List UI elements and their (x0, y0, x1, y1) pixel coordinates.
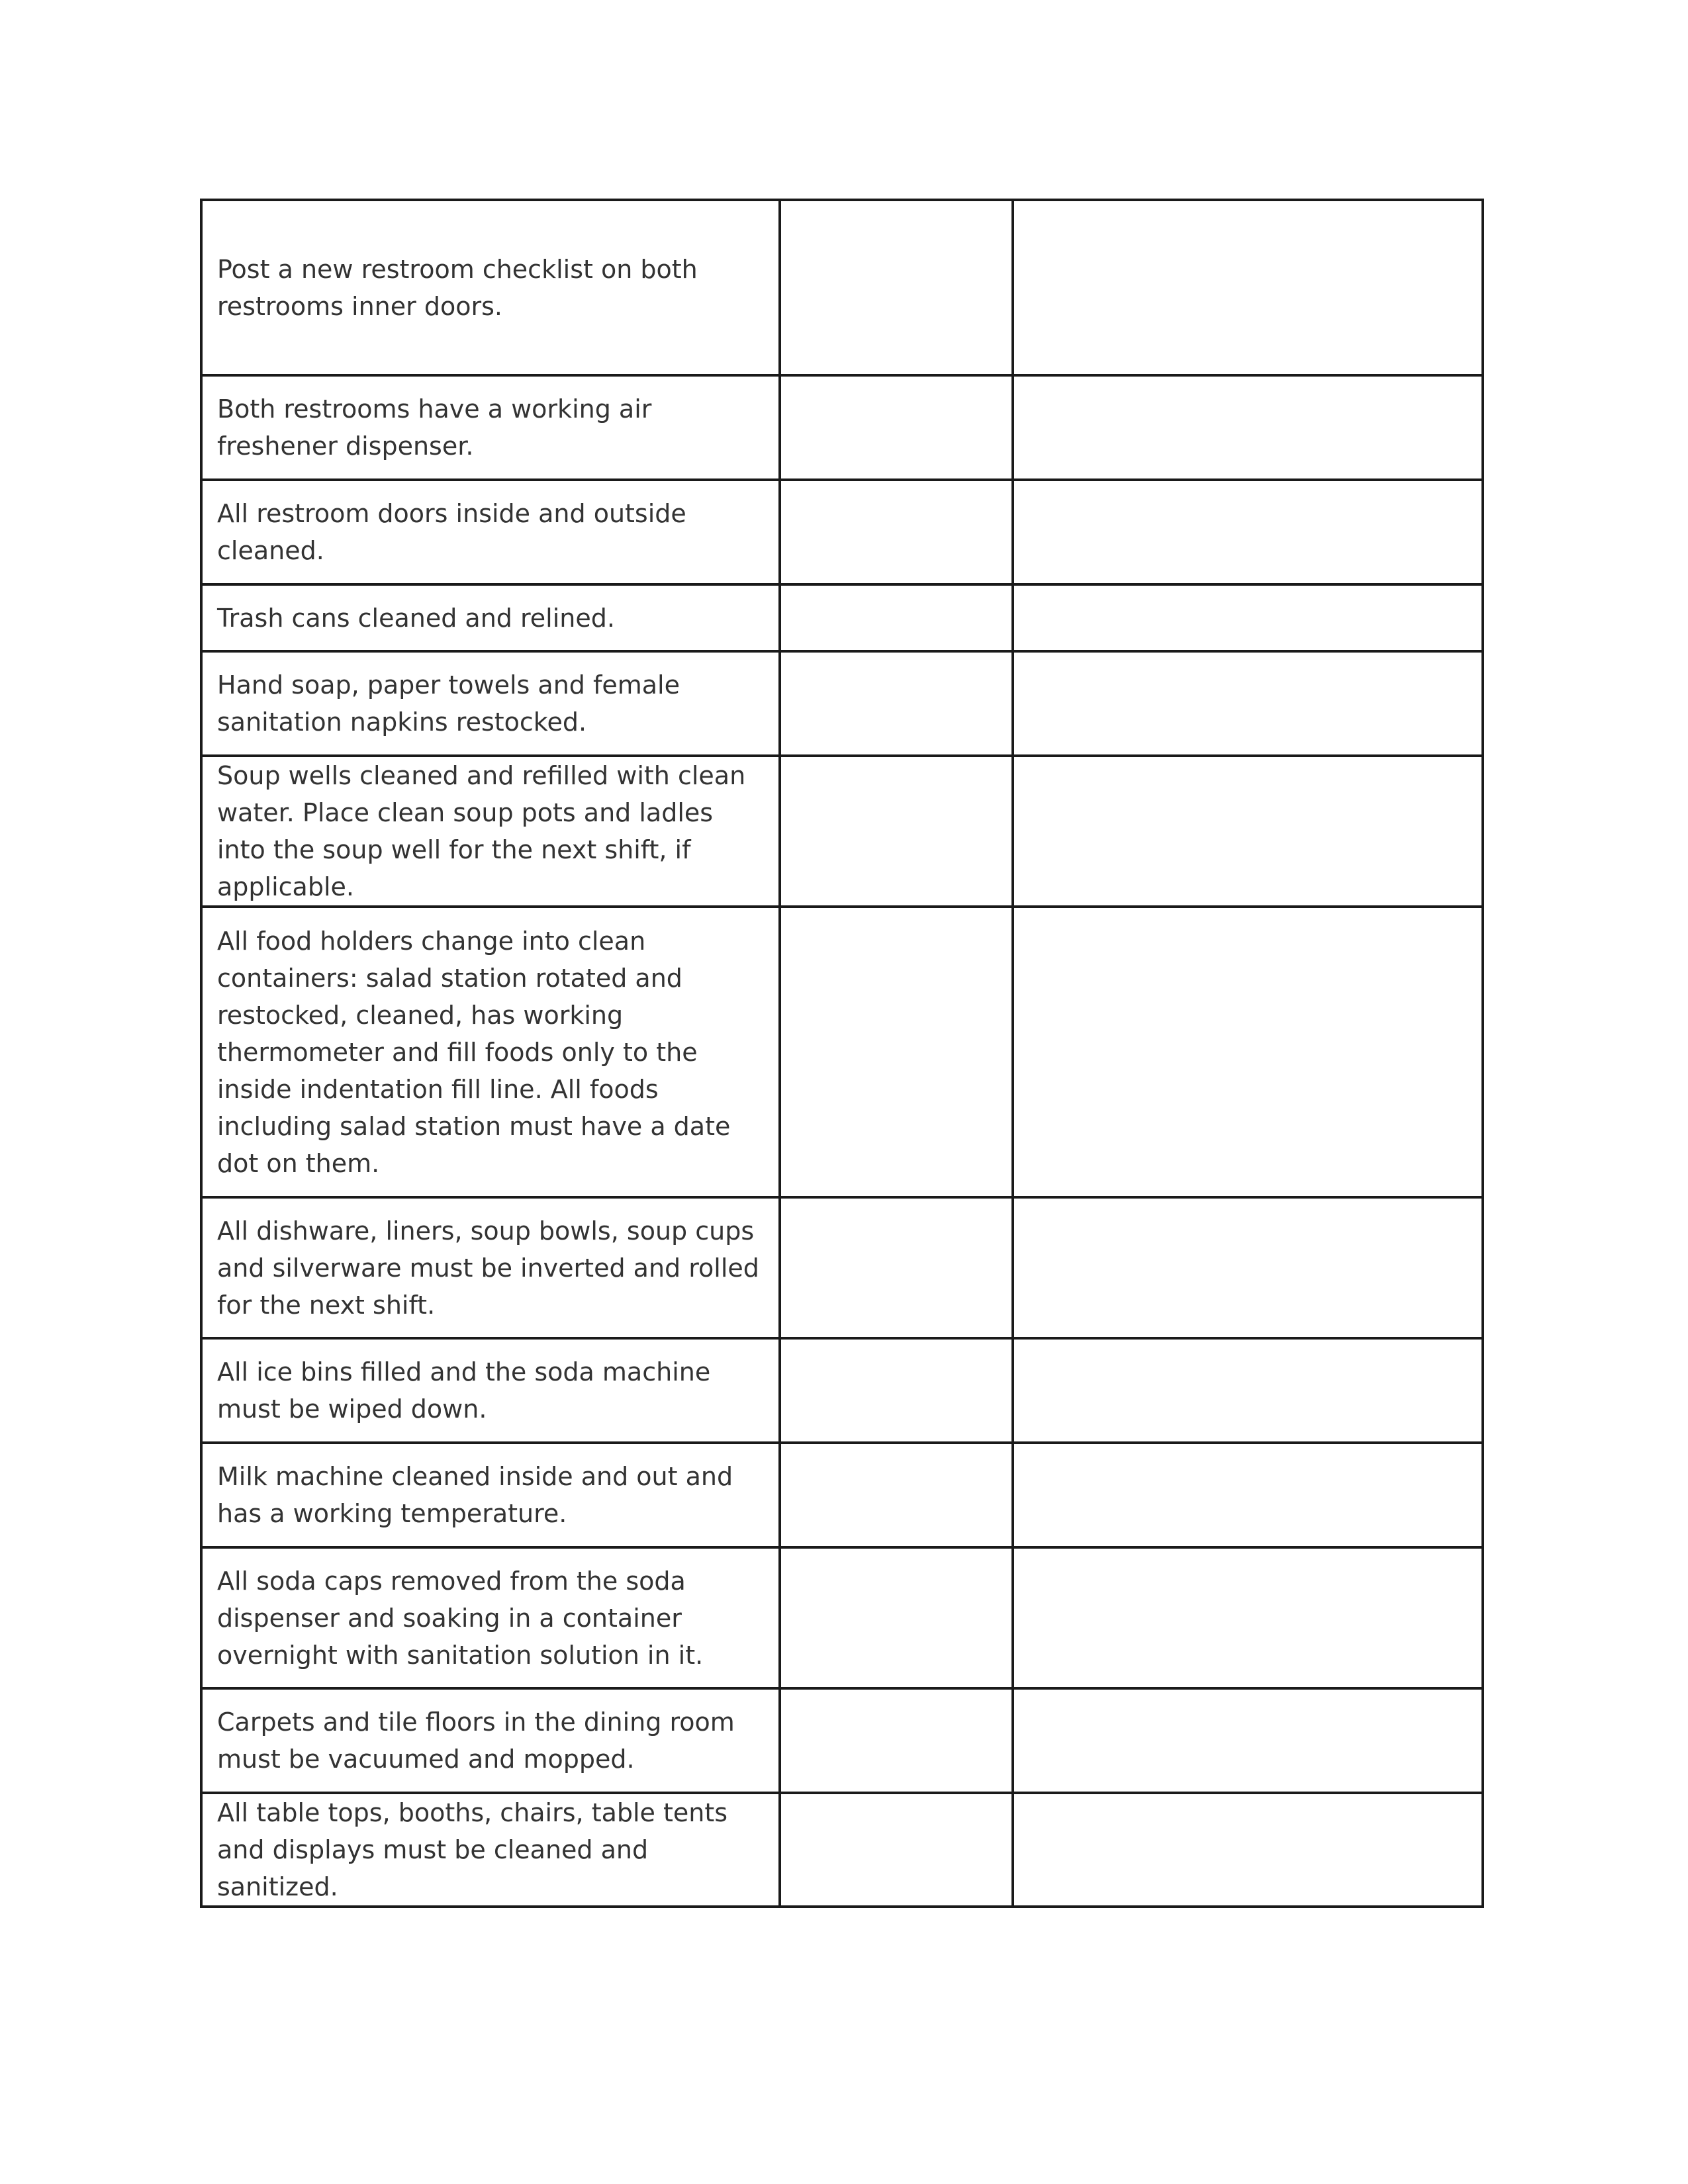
task-text: Soup wells cleaned and refilled with clean water. Place clean soup pots and ladles into the soup well for the next shift, if applicable. (217, 761, 746, 901)
task-cell (201, 1793, 780, 1907)
task-cell (201, 375, 780, 480)
table-row (201, 1197, 1483, 1338)
check-cell[interactable] (780, 200, 1013, 375)
notes-cell[interactable] (1013, 1197, 1483, 1338)
table-row (201, 1547, 1483, 1688)
notes-cell[interactable] (1013, 1793, 1483, 1907)
notes-cell[interactable] (1013, 907, 1483, 1197)
task-cell (201, 480, 780, 584)
task-text: All soda caps removed from the soda dispenser and soaking in a container overnight with sanitation solution in it. (217, 1566, 704, 1670)
task-text: Trash cans cleaned and relined. (217, 603, 615, 633)
notes-cell[interactable] (1013, 651, 1483, 756)
task-text: All table tops, booths, chairs, table tents and displays must be cleaned and sanitized. (217, 1798, 728, 1901)
table-row (201, 1688, 1483, 1793)
check-cell[interactable] (780, 1338, 1013, 1443)
task-text: Carpets and tile floors in the dining room must be vacuumed and mopped. (217, 1707, 735, 1774)
check-cell[interactable] (780, 480, 1013, 584)
task-text: Post a new restroom checklist on both restrooms inner doors. (217, 254, 698, 321)
check-cell[interactable] (780, 1547, 1013, 1688)
table-row (201, 907, 1483, 1197)
check-cell[interactable] (780, 1688, 1013, 1793)
task-text: All restroom doors inside and outside cleaned. (217, 499, 686, 565)
notes-cell[interactable] (1013, 200, 1483, 375)
notes-cell[interactable] (1013, 584, 1483, 651)
check-cell[interactable] (780, 756, 1013, 907)
task-text: Both restrooms have a working air freshener dispenser. (217, 394, 652, 461)
table-row (201, 375, 1483, 480)
task-cell (201, 584, 780, 651)
task-cell (201, 1197, 780, 1338)
table-row (201, 200, 1483, 375)
checklist-table (200, 199, 1484, 1908)
notes-cell[interactable] (1013, 1688, 1483, 1793)
check-cell[interactable] (780, 1197, 1013, 1338)
task-text: All ice bins filled and the soda machine must be wiped down. (217, 1357, 711, 1424)
notes-cell[interactable] (1013, 480, 1483, 584)
task-cell (201, 1547, 780, 1688)
notes-cell[interactable] (1013, 1338, 1483, 1443)
check-cell[interactable] (780, 375, 1013, 480)
task-cell (201, 907, 780, 1197)
table-row (201, 1338, 1483, 1443)
notes-cell[interactable] (1013, 375, 1483, 480)
task-text: Hand soap, paper towels and female sanitation napkins restocked. (217, 670, 680, 737)
check-cell[interactable] (780, 907, 1013, 1197)
notes-cell[interactable] (1013, 1443, 1483, 1547)
task-cell (201, 651, 780, 756)
task-cell (201, 756, 780, 907)
check-cell[interactable] (780, 1793, 1013, 1907)
table-row (201, 1443, 1483, 1547)
task-text: All dishware, liners, soup bowls, soup cups and silverware must be inverted and rolled for the next shift. (217, 1216, 759, 1320)
check-cell[interactable] (780, 1443, 1013, 1547)
notes-cell[interactable] (1013, 756, 1483, 907)
task-cell (201, 1443, 780, 1547)
table-row (201, 756, 1483, 907)
task-cell (201, 1338, 780, 1443)
check-cell[interactable] (780, 584, 1013, 651)
task-cell (201, 1688, 780, 1793)
table-row (201, 1793, 1483, 1907)
task-text: All food holders change into clean containers: salad station rotated and restocked, cleaned, has working thermometer and fill foods only to the inside indentation fill line. All foods including salad station must have a date dot on them. (217, 926, 731, 1178)
table-row (201, 480, 1483, 584)
notes-cell[interactable] (1013, 1547, 1483, 1688)
table-row (201, 584, 1483, 651)
check-cell[interactable] (780, 651, 1013, 756)
task-text: Milk machine cleaned inside and out and has a working temperature. (217, 1462, 733, 1528)
task-cell (201, 200, 780, 375)
table-row (201, 651, 1483, 756)
